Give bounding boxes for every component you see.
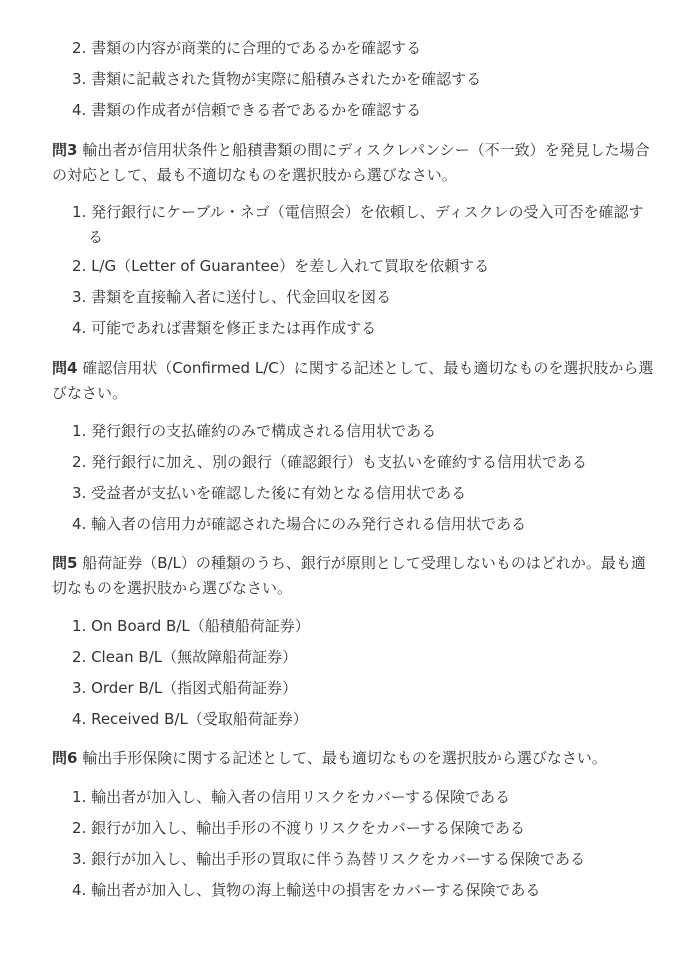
question-4-text: 確認信用状（Confirmed L/C）に関する記述として、最も適切なものを選択肢から選びなさい。 — [52, 359, 654, 402]
question-3 — [52, 138, 658, 188]
q3-option-1: 1. 発行銀行にケーブル・ネゴ（電信照会）を依頼し、ディスクレの受入可否を確認する — [72, 203, 644, 246]
question-4 — [52, 356, 658, 406]
q5-option-2: 2. Clean B/L（無故障船荷証券） — [72, 648, 298, 666]
q4-option-4: 4. 輸入者の信用力が確認された場合にのみ発行される信用状である — [72, 515, 527, 533]
question-5 — [52, 551, 658, 601]
q2-option-2: 2. 書類の内容が商業的に合理的であるかを確認する — [72, 39, 422, 57]
q3-option-3: 3. 書類を直接輸入者に送付し、代金回収を図る — [72, 288, 392, 306]
q6-option-3: 3. 銀行が加入し、輸出手形の買取に伴う為替リスクをカバーする保険である — [72, 850, 586, 868]
question-3-text: 輸出者が信用状条件と船積書類の間にディスクレパンシー（不一致）を発見した場合の対応として、最も不適切なものを選択肢から選びなさい。 — [52, 141, 650, 184]
question-6 — [52, 746, 658, 771]
q4-option-1: 1. 発行銀行の支払確約のみで構成される信用状である — [72, 422, 437, 440]
question-5-number: 問5 — [52, 554, 78, 572]
q5-option-1: 1. On Board B/L（船積船荷証券） — [72, 617, 310, 635]
q3-option-2: 2. L/G（Letter of Guarantee）を差し入れて買取を依頼する — [72, 257, 490, 275]
q4-option-2: 2. 発行銀行に加え、別の銀行（確認銀行）も支払いを確約する信用状である — [72, 453, 587, 471]
q5-option-3: 3. Order B/L（指図式船荷証券） — [72, 679, 298, 697]
question-4-number: 問4 — [52, 359, 78, 377]
q6-option-4: 4. 輸出者が加入し、貨物の海上輸送中の損害をカバーする保険である — [72, 881, 541, 899]
q3-option-4: 4. 可能であれば書類を修正または再作成する — [72, 319, 377, 337]
q6-option-2: 2. 銀行が加入し、輸出手形の不渡りリスクをカバーする保険である — [72, 819, 526, 837]
question-6-text: 輸出手形保険に関する記述として、最も適切なものを選択肢から選びなさい。 — [77, 749, 607, 767]
q6-option-1: 1. 輸出者が加入し、輸入者の信用リスクをカバーする保険である — [72, 788, 511, 806]
q5-option-4: 4. Received B/L（受取船荷証券） — [72, 710, 308, 728]
question-3-number: 問3 — [52, 141, 78, 159]
q2-option-3: 3. 書類に記載された貨物が実際に船積みされたかを確認する — [72, 70, 482, 88]
question-6-number: 問6 — [52, 749, 78, 767]
q4-option-3: 3. 受益者が支払いを確認した後に有効となる信用状である — [72, 484, 467, 502]
question-5-text: 船荷証券（B/L）の種類のうち、銀行が原則として受理しないものはどれか。最も適切なものを選択肢から選びなさい。 — [52, 554, 646, 597]
q2-option-4: 4. 書類の作成者が信頼できる者であるかを確認する — [72, 101, 422, 119]
